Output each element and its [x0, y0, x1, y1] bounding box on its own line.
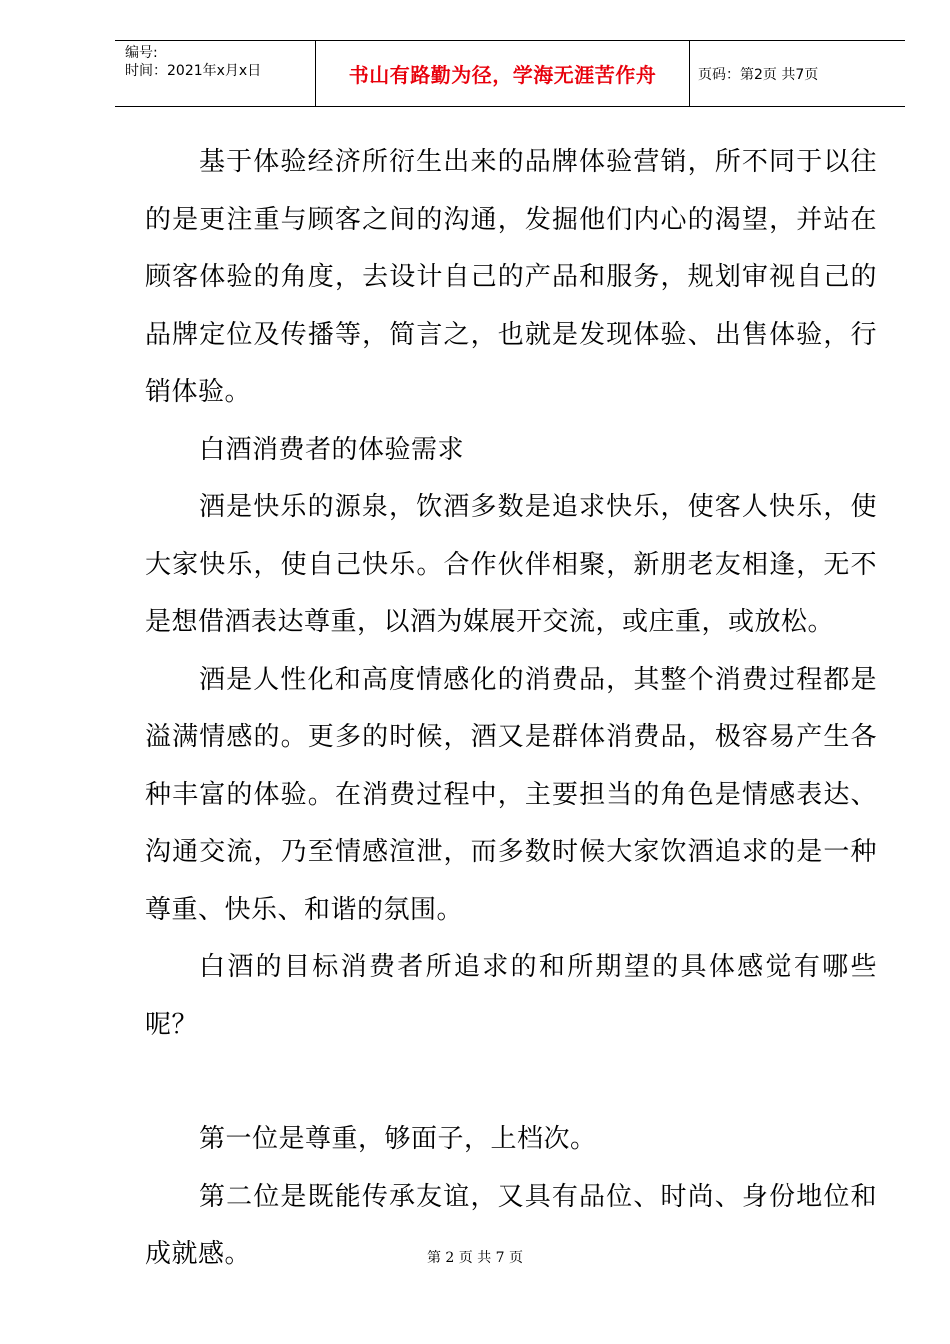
header-motto: 书山有路勤为径，学海无涯苦作舟: [348, 63, 657, 87]
time-label: 时间：2021年x月x日: [125, 63, 262, 79]
paragraph: 白酒的目标消费者所追求的和所期望的具体感觉有哪些呢？: [145, 952, 877, 1040]
header-page-cell: [690, 41, 905, 106]
document-header: [115, 40, 905, 107]
paragraph: 第二位是既能传承友谊，又具有品位、时尚、身份地位和成就感。: [145, 1181, 877, 1269]
paragraph: 第一位是尊重，够面子，上档次。: [199, 1124, 597, 1154]
paragraph: 酒是人性化和高度情感化的消费品，其整个消费过程都是溢满情感的。更多的时候，酒又是群体消费品，极容易产生各种丰富的体验。在消费过程中，主要担当的角色是情感表达、沟通交流，乃至情感渲泄，而多数时候大家饮酒追求的是一种尊重、快乐、和谐的氛围。: [145, 664, 877, 925]
serial-label: 编号:: [125, 45, 158, 61]
page-footer: 第 2 页 共 7 页: [426, 1250, 524, 1266]
header-meta-cell: [115, 41, 316, 106]
section-heading: 白酒消费者的体验需求: [199, 434, 465, 465]
header-motto-cell: [316, 41, 690, 106]
document-body: [145, 134, 877, 1284]
paragraph: 基于体验经济所衍生出来的品牌体验营销，所不同于以往的是更注重与顾客之间的沟通，发掘他们内心的渴望，并站在顾客体验的角度，去设计自己的产品和服务，规划审视自己的品牌定位及传播等，简言之，也就是发现体验、出售体验，行销体验。: [145, 147, 877, 407]
header-page-info: 页码：第2页 共7页: [698, 66, 819, 83]
paragraph: 酒是快乐的源泉，饮酒多数是追求快乐，使客人快乐，使大家快乐，使自己快乐。合作伙伴相聚，新朋老友相逢，无不是想借酒表达尊重，以酒为媒展开交流，或庄重，或放松。: [145, 492, 877, 637]
